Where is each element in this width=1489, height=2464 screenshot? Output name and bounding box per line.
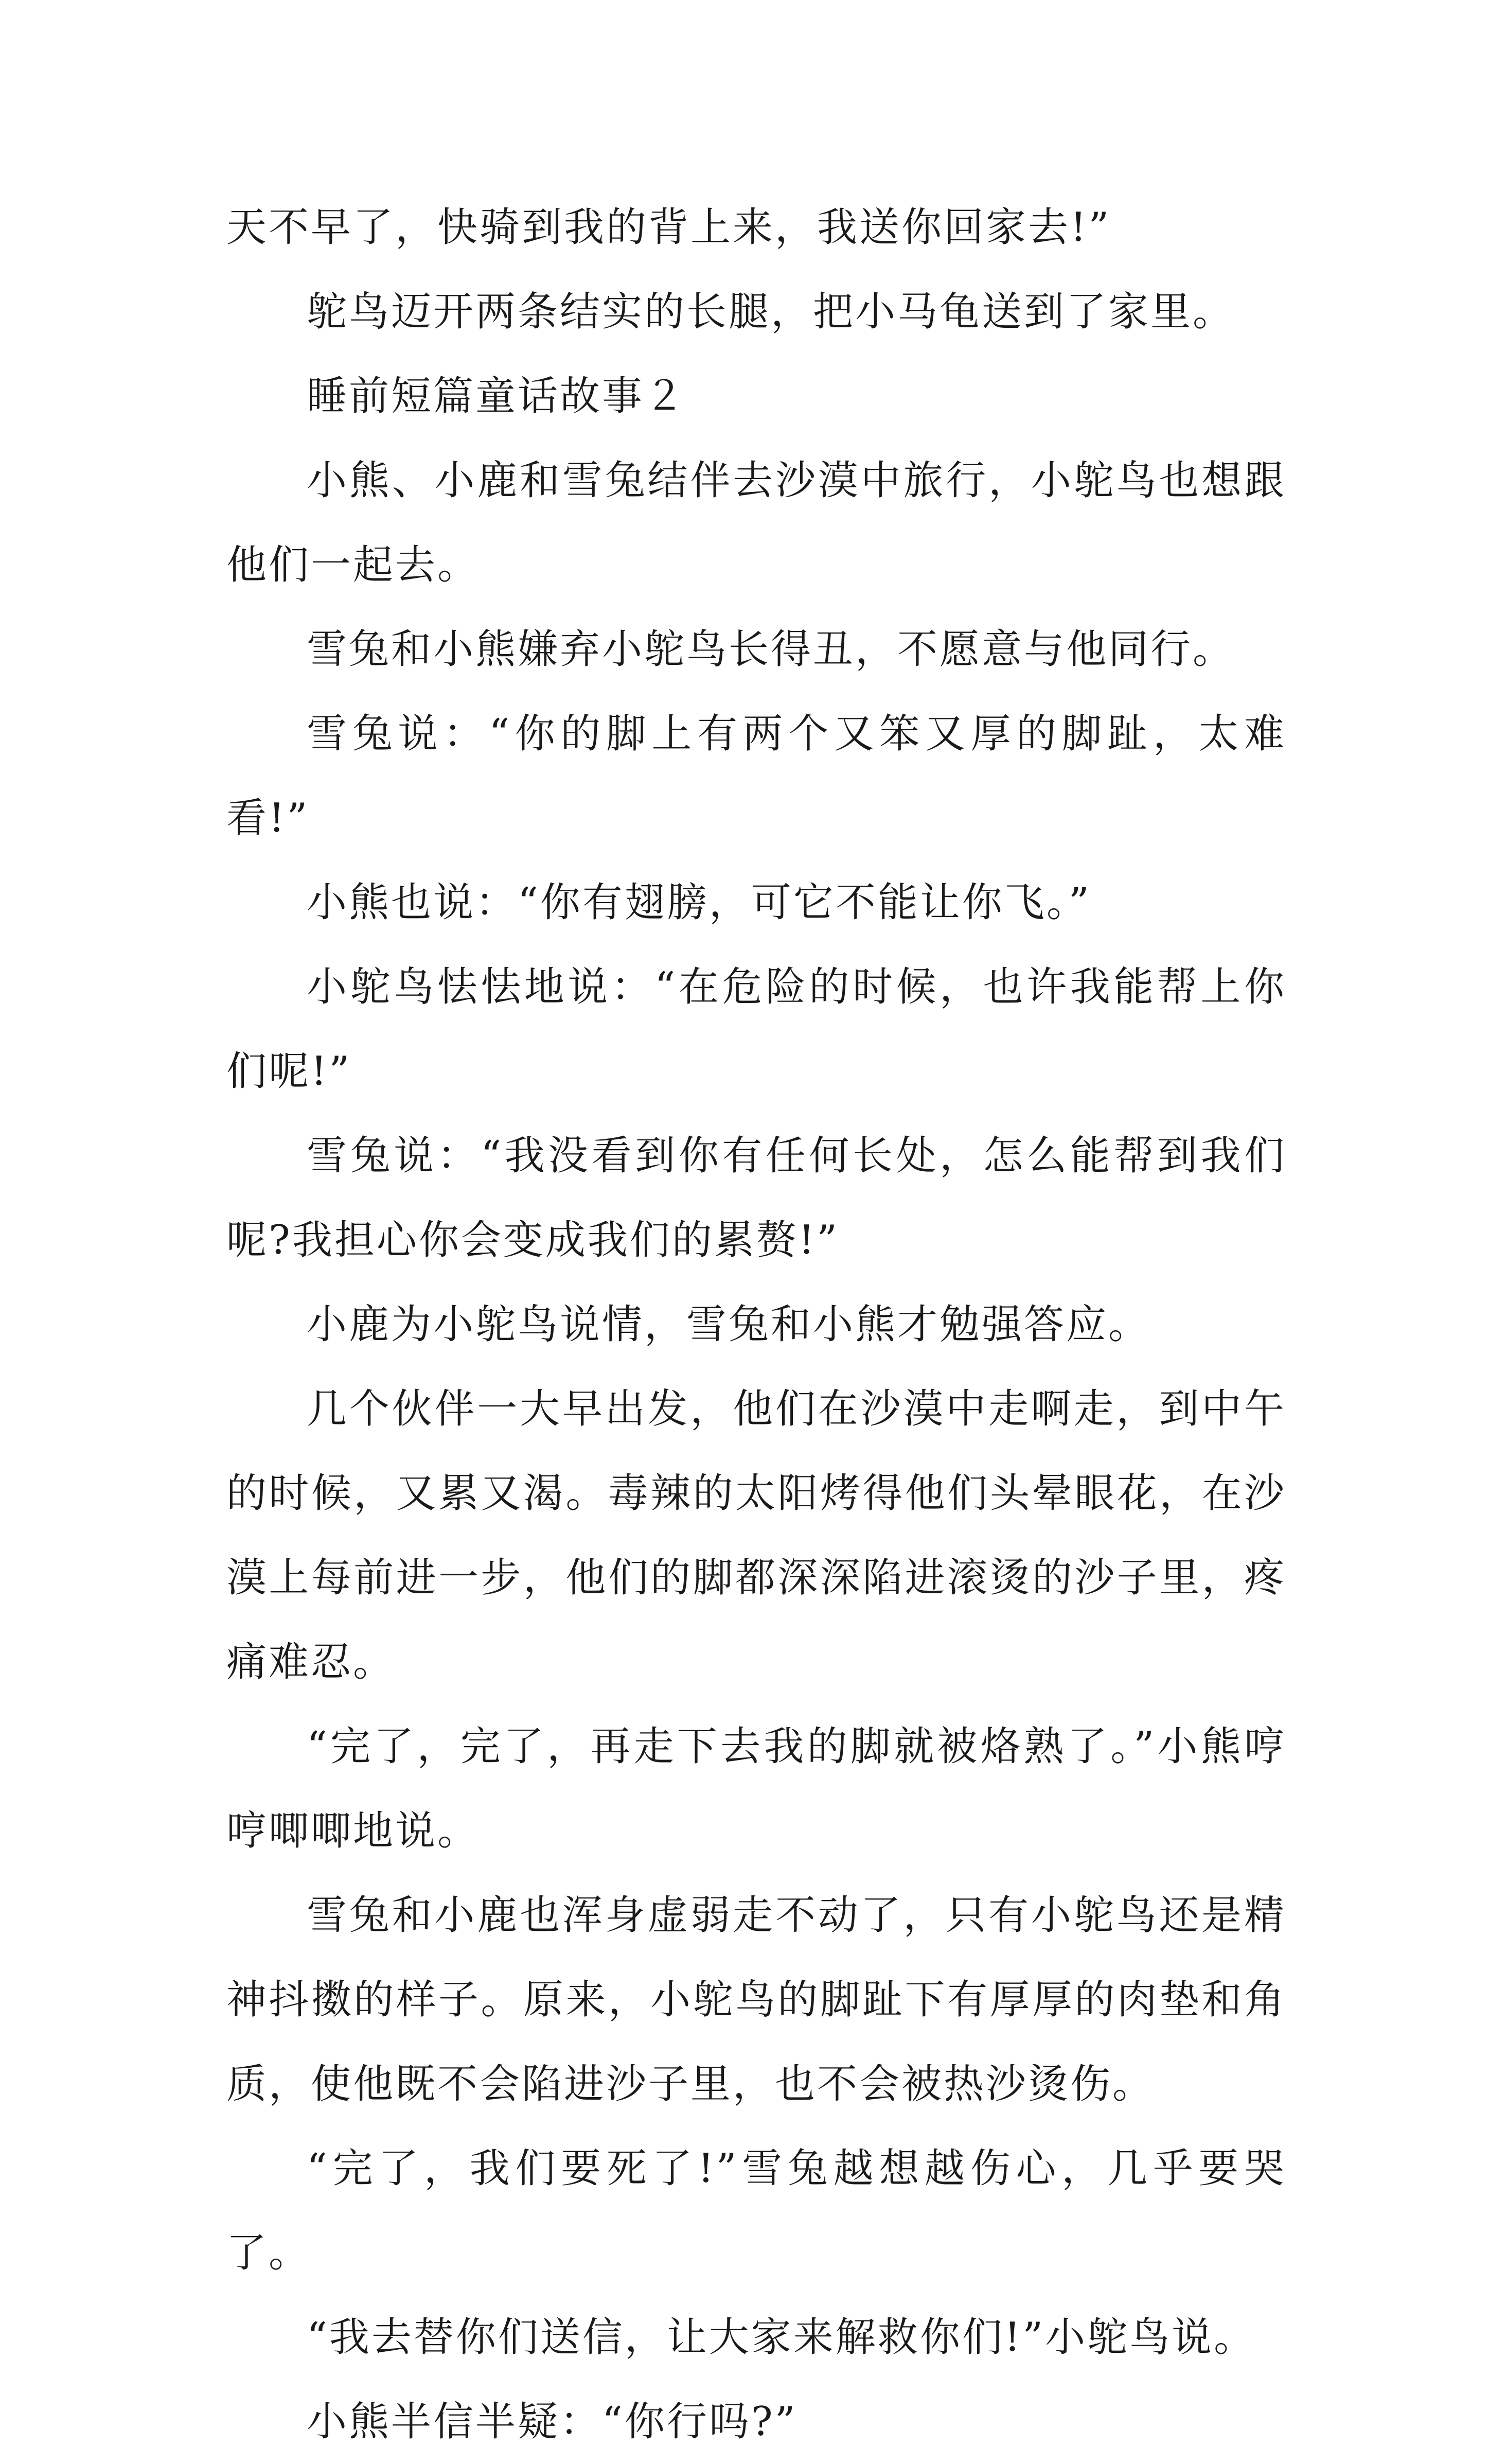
story-text: [226, 185, 1286, 2464]
paragraph-12: “完了，完了，再走下去我的脚就被烙熟了。”小熊哼哼唧唧地说。: [226, 1723, 1286, 1854]
paragraph-4: 小熊、小鹿和雪兔结伴去沙漠中旅行，小鸵鸟也想跟他们一起去。: [226, 457, 1286, 588]
paragraph-11: 几个伙伴一大早出发，他们在沙漠中走啊走，到中午的时候，又累又渴。毒辣的太阳烤得他们头晕眼花，在沙漠上每前进一步，他们的脚都深深陷进滚烫的沙子里，疼痛难忍。: [226, 1386, 1286, 1685]
paragraph-14: “完了，我们要死了!”雪兔越想越伤心，几乎要哭了。: [226, 2145, 1286, 2276]
paragraph-8: 小鸵鸟怯怯地说：“在危险的时候，也许我能帮上你们呢!”: [226, 964, 1286, 1095]
paragraph-5: 雪兔和小熊嫌弃小鸵鸟长得丑，不愿意与他同行。: [307, 626, 1235, 673]
paragraph-15: “我去替你们送信，让大家来解救你们!”小鸵鸟说。: [307, 2314, 1256, 2361]
paragraph-13: 雪兔和小鹿也浑身虚弱走不动了，只有小鸵鸟还是精神抖擞的样子。原来，小鸵鸟的脚趾下有厚厚的肉垫和角质，使他既不会陷进沙子里，也不会被热沙烫伤。: [226, 1892, 1286, 2107]
story-heading: 睡前短篇童话故事２: [307, 373, 687, 419]
paragraph-10: 小鹿为小鸵鸟说情，雪兔和小熊才勉强答应。: [307, 1301, 1151, 1348]
paragraph-16: 小熊半信半疑：“你行吗?”: [307, 2399, 797, 2445]
paragraph-7: 小熊也说：“你有翅膀，可它不能让你飞。”: [307, 879, 1091, 926]
paragraph-6: 雪兔说：“你的脚上有两个又笨又厚的脚趾，太难看!”: [226, 711, 1286, 841]
paragraph-2: 鸵鸟迈开两条结实的长腿，把小马龟送到了家里。: [307, 289, 1235, 335]
paragraph-1: 天不早了，快骑到我的背上来，我送你回家去!”: [226, 204, 1111, 251]
paragraph-9: 雪兔说：“我没看到你有任何长处，怎么能帮到我们呢?我担心你会变成我们的累赘!”: [226, 1133, 1286, 1263]
